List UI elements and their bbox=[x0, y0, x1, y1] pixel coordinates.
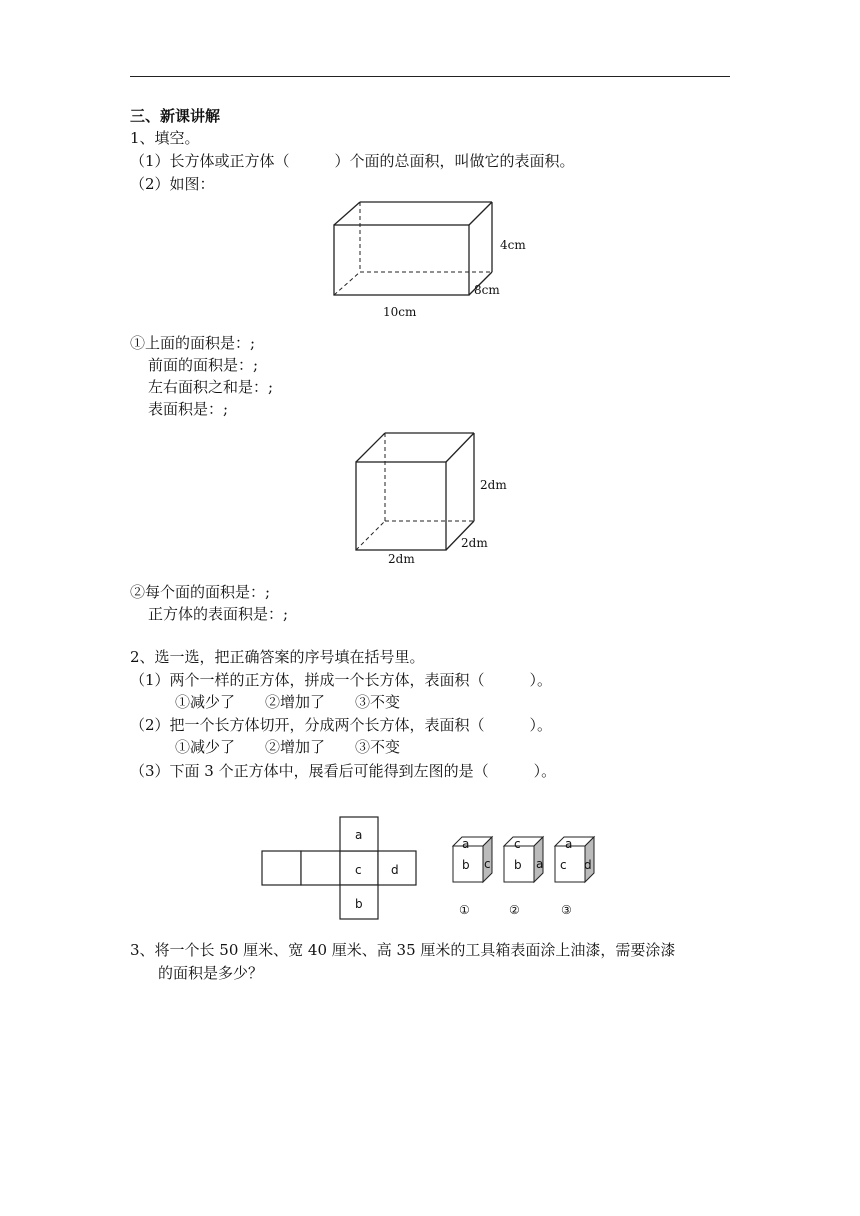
q2-sub3: （3）下面 3 个正方体中，展看后可能得到左图的是（ ）。 bbox=[130, 762, 557, 780]
cube-options bbox=[450, 834, 610, 924]
net-face-center: c bbox=[355, 863, 362, 877]
cube1-front: b bbox=[462, 858, 470, 872]
q2-sub1-options: ①减少了 ②增加了 ③不变 bbox=[175, 693, 401, 711]
cube1-label: ① bbox=[459, 903, 470, 917]
cube2-label: ② bbox=[509, 903, 520, 917]
q1-title: 1、填空。 bbox=[130, 129, 200, 147]
cube1-side: c bbox=[484, 857, 491, 871]
cuboid-height-label: 4cm bbox=[500, 238, 526, 252]
q1-answer-face: ②每个面的面积是：; bbox=[130, 583, 271, 601]
cube-option-1 bbox=[453, 837, 492, 917]
q1-answer-front: 前面的面积是：; bbox=[148, 356, 259, 374]
cube1-top: a bbox=[462, 837, 470, 851]
net-face-bottom: b bbox=[355, 897, 363, 911]
q2-sub2: （2）把一个长方体切开，分成两个长方体，表面积（ ）。 bbox=[130, 716, 553, 734]
cube-width-label: 2dm bbox=[461, 536, 488, 550]
cuboid-width-label: 8cm bbox=[474, 283, 500, 297]
cube2-front: b bbox=[514, 858, 522, 872]
q1-answer-sides: 左右面积之和是：; bbox=[148, 378, 274, 396]
net-face-top: a bbox=[355, 828, 363, 842]
cube3-front: c bbox=[560, 858, 567, 872]
q3-line1: 3、将一个长 50 厘米、宽 40 厘米、高 35 厘米的工具箱表面涂上油漆，需要涂漆 bbox=[130, 941, 676, 959]
header-rule bbox=[130, 76, 730, 77]
q2-sub1: （1）两个一样的正方体，拼成一个长方体，表面积（ ）。 bbox=[130, 671, 553, 689]
cuboid-length-label: 10cm bbox=[383, 305, 417, 319]
cuboid-figure bbox=[320, 195, 530, 325]
q1-answer-cube-total: 正方体的表面积是：; bbox=[148, 605, 289, 623]
q3-line2: 的面积是多少？ bbox=[158, 964, 264, 982]
cube-option-2 bbox=[504, 837, 543, 917]
cube-figure bbox=[345, 425, 515, 565]
cube-net bbox=[262, 814, 422, 924]
cube2-side: a bbox=[536, 857, 544, 871]
cube3-top: a bbox=[565, 837, 573, 851]
cube-option-3 bbox=[555, 837, 594, 917]
section-title: 三、新课讲解 bbox=[130, 107, 221, 125]
q2-title: 2、选一选，把正确答案的序号填在括号里。 bbox=[130, 648, 425, 666]
q2-sub2-options: ①减少了 ②增加了 ③不变 bbox=[175, 738, 401, 756]
cube-height-label: 2dm bbox=[480, 478, 507, 492]
cube-length-label: 2dm bbox=[388, 552, 415, 566]
cube3-side: d bbox=[584, 858, 592, 872]
net-face-right: d bbox=[391, 863, 399, 877]
q1-answer-total: 表面积是：; bbox=[148, 400, 229, 418]
cube3-label: ③ bbox=[561, 903, 572, 917]
cube2-top: c bbox=[514, 837, 521, 851]
q1-part2: （2）如图： bbox=[130, 175, 215, 193]
q1-answer-top: ①上面的面积是：; bbox=[130, 334, 256, 352]
q1-part1: （1）长方体或正方体（ ）个面的总面积，叫做它的表面积。 bbox=[130, 152, 575, 170]
